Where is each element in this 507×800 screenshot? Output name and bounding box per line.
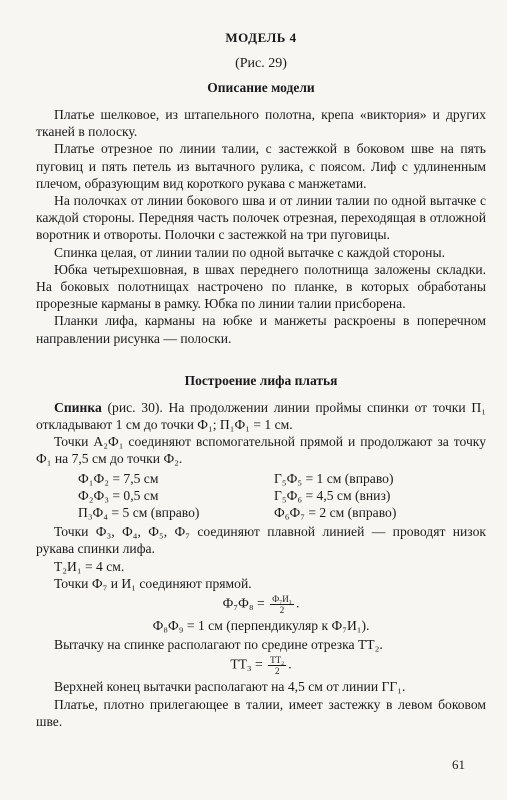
formula-lhs: Ф₇Ф₈ = <box>222 595 265 611</box>
fraction-denominator: 2 <box>279 605 285 616</box>
paragraph: Юбка четырехшовная, в швах переднего полотнища заложены складки. На боковых полотнищах настрочено по планке, в которых обработаны прорезные карманы в рамку. Юбка по линии талии присборена. <box>36 261 486 312</box>
model-title: МОДЕЛЬ 4 <box>225 30 297 45</box>
measure-cell: П₃Ф₄ = 5 см (вправо) <box>78 505 200 521</box>
paragraph: Т₂И₁ = 4 см. <box>54 558 125 574</box>
page-content <box>36 22 486 730</box>
fraction-numerator: Ф₇И₁ <box>272 594 292 605</box>
paragraph: Платье, плотно прилегающее в талии, имеет застежку в левом боковом шве. <box>36 696 486 729</box>
paragraph: Точки Ф₃, Ф₄, Ф₅, Ф₇ соединяют плавной линией — проводят низок рукава спинки лифа. <box>36 524 486 557</box>
description-paragraphs <box>36 106 486 347</box>
fraction-denominator: 2 <box>274 666 280 677</box>
figure-reference: (Рис. 29) <box>235 56 287 71</box>
paragraph: Точки Ф₇ и И₁ соединяют прямой. <box>54 575 252 591</box>
formula-tail: . <box>288 657 292 673</box>
measure-cell: Ф₁Ф₂ = 7,5 см <box>78 470 159 486</box>
paragraph: На полочках от линии бокового шва и от линии талии по одной вытачке с каждой стороны. Передняя часть полочек отрезная, переходящая в отложной воротник и отвороты. Полочки с застежкой на три пуговицы. <box>36 193 486 243</box>
section-title-construction: Построение лифа платья <box>184 372 338 388</box>
formula-f8f9: Ф₈Ф₉ = 1 см (перпендикуляр к Ф₇И₁). <box>152 618 370 634</box>
formula-lhs: ТТ₃ = <box>230 657 263 673</box>
formula-tail: . <box>295 595 300 611</box>
formula-f7f8 <box>36 594 486 615</box>
page-number: 61 <box>452 757 465 772</box>
section-title-description: Описание модели <box>207 80 315 95</box>
paragraph: Верхней конец вытачки располагают на 4,5 см от линии ГГ₁. <box>54 679 406 695</box>
measurements-table <box>36 470 486 522</box>
measure-cell: Ф₆Ф₇ = 2 см (вправо) <box>274 505 397 521</box>
paragraph-spinka <box>36 399 486 433</box>
measure-cell: Г₅Ф₆ = 4,5 см (вниз) <box>274 487 391 503</box>
paragraph: Спинка целая, от линии талии по одной вытачке с каждой стороны. <box>54 244 445 260</box>
fraction <box>270 594 294 615</box>
formula-tt3 <box>36 655 486 676</box>
paragraph: Планки лифа, карманы на юбке и манжеты раскроены в поперечном направлении рисунка — полоски. <box>36 313 486 346</box>
paragraph: Вытачку на спинке располагают по средине отрезка ТТ₂. <box>54 637 383 653</box>
paragraph: Точки А₂Ф₁ соединяют вспомогательной прямой и продолжают за точку Ф₁ на 7,5 см до точки Ф₂. <box>36 434 486 467</box>
paragraph: Платье отрезное по линии талии, с застежкой в боковом шве на пять пуговиц и пять петель из вытачного рулика, с поясом. Лиф с удлиненным плечом, образующим вид короткого рукава с манжетами. <box>36 141 486 191</box>
measure-cell: Ф₂Ф₃ = 0,5 см <box>78 487 159 503</box>
paragraph: Платье шелковое, из штапельного полотна, крепа «виктория» и других тканей в полоску. <box>36 107 486 140</box>
fraction-numerator: ТТ₂ <box>270 655 285 666</box>
measure-cell: Г₅Ф₅ = 1 см (вправо) <box>274 470 394 486</box>
spinka-lead: Спинка <box>54 399 102 415</box>
spinka-text: (рис. 30). На продолжении линии проймы спинки от точки П₁ откладывают 1 см до точки Ф₁; П₁Ф₁ = 1 см. <box>36 399 486 433</box>
fraction <box>268 655 286 676</box>
